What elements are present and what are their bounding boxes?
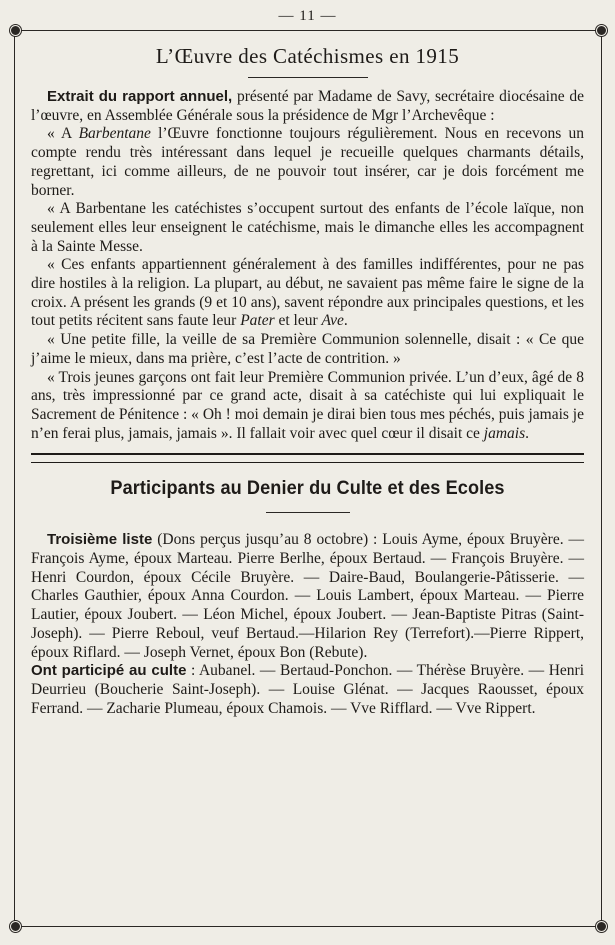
paragraph-5-text: « Trois jeunes garçons ont fait leur Première Communion privée. L’un d’eux, âgé de 8 ans, très impressionné par ce grand acte, disait à sa catéchiste qui lui expliquait le Sacrement de Pénitence : « Oh ! moi demain je dirai bien tous mes péchés, puis jamais je n’en ferai plus, jamais, jamais ». Il fallait voir avec quel cœur il disait ce <box>31 368 584 442</box>
article-title: L’Œuvre des Catéchismes en 1915 <box>155 44 460 68</box>
frame-bottom-border <box>14 926 601 927</box>
corner-ornament-icon <box>596 921 607 932</box>
culte-label: Ont participé au culte <box>31 662 187 680</box>
paragraph-3-text: « Ces enfants appartiennent généralement à des familles indifférentes, pour ne pas dire hostiles à la religion. La plupart, au début, ne savaient pas même faire le signe de la croix. A présent les grands (9 et 10 ans), savent répondre aux principales questions, et les tout petits récitent sans faute leur <box>31 256 584 330</box>
culte-paragraph <box>31 662 584 718</box>
page-number: — 11 — <box>278 8 337 24</box>
section-divider <box>31 453 584 463</box>
intro-bold-lead: Extrait du rapport annuel, <box>47 88 233 105</box>
paragraph-3-end: . <box>343 312 348 330</box>
intro-text: présenté par Madame de Savy, secrétaire diocésaine de l’œuvre, en Assemblée Générale sous la présidence de Mgr l’Archevêque : <box>31 88 584 124</box>
third-list-label: Troisième liste <box>47 531 153 549</box>
paragraph-4: « Une petite fille, la veille de sa Première Communion solennelle, disait : « Ce que j’aime le mieux, dans ma prière, c’est l’acte de contrition. » <box>31 331 584 367</box>
corner-ornament-icon <box>10 921 21 932</box>
culte-names: : Aubanel. — Bertaud-Ponchon. — Thérèse Bruyère. — Henri Deurrieu (Boucherie Saint-Joseph). — Louise Glénat. — Jacques Raousset, époux Ferrand. — Zacharie Plumeau, époux Chamois. — Vve Rifflard. — Vve Rippert. <box>31 662 584 717</box>
paragraph-3 <box>31 256 584 331</box>
paragraph-1-text: l’Œuvre fonctionne toujours régulièrement. Nous en recevons un compte rendu très intéressant dans lequel je recueille quelques charmants détails, regrettant, ici comme ailleurs, de ne pouvoir tout insérer, car je dois forcément me borner. <box>31 125 585 199</box>
paragraph-5 <box>31 369 584 444</box>
section-title-divider <box>266 512 350 513</box>
paragraph-5-end: . <box>525 424 530 442</box>
paragraph-1-start: « A <box>47 125 79 143</box>
paragraph-2: « A Barbentane les catéchistes s’occupent surtout des enfants de l’école laïque, non seulement elles leur enseignent le catéchisme, mais le dimanche elles les accompagnent à la Sainte Messe. <box>31 200 584 255</box>
ave-word: Ave <box>321 312 344 330</box>
title-divider <box>248 77 368 78</box>
frame-left-border <box>14 30 15 926</box>
third-list-names: (Dons perçus jusqu’au 8 octobre) : Louis Ayme, époux Bruyère. — François Ayme, époux Marteau. Pierre Berlhe, époux Bertaud. — François Bruyère. — Henri Courdon, époux Cécile Bruyère. — Daire-Baud, Boulangerie-Pâtisserie. — Charles Gauthier, époux Anna Courdon. — Louis Lambert, époux Marteau. — Pierre Lautier, époux Joubert. — Léon Michel, époux Joubert. — Jean-Baptiste Pitras (Saint-Joseph). — Pierre Reboul, veuf Bertaud.—Hilarion Rey (Terrefort).—Pierre Rippert, époux Riflard. — Joseph Vernet, époux Bon (Rebute). <box>31 531 585 661</box>
section-title: Participants au Denier du Culte et des Ecoles <box>110 477 505 500</box>
frame-right-border <box>601 30 602 926</box>
pater-word: Pater <box>240 312 275 330</box>
third-list-paragraph <box>31 531 584 662</box>
page-content <box>31 44 584 718</box>
frame-top-border <box>14 30 601 31</box>
corner-ornament-icon <box>10 25 21 36</box>
paragraph-1 <box>31 125 584 200</box>
place-name: Barbentane <box>78 125 151 143</box>
paragraph-3-mid: et leur <box>274 312 322 330</box>
corner-ornament-icon <box>596 25 607 36</box>
jamais-word: jamais <box>483 424 526 442</box>
intro-paragraph <box>31 88 584 125</box>
